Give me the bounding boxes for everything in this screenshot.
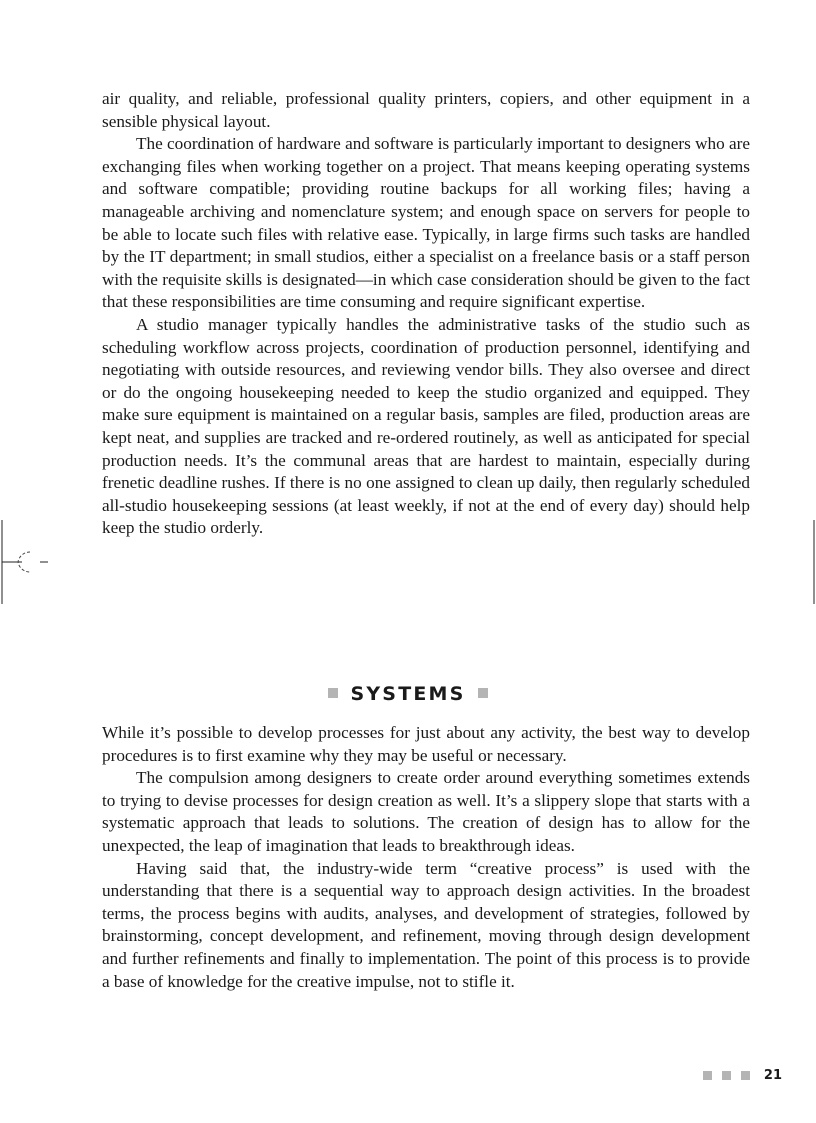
- square-bullet-icon: [741, 1071, 750, 1080]
- square-bullet-icon: [722, 1071, 731, 1080]
- body-text-bottom: [102, 722, 750, 993]
- paragraph: While it’s possible to develop processes for just about any activity, the best way to develop procedures is to first examine why they may be useful or necessary.: [102, 723, 750, 765]
- crop-mark-right: [812, 520, 816, 604]
- body-text-top: [102, 88, 750, 540]
- paragraph: The compulsion among designers to create order around everything sometimes extends to trying to devise processes for design creation as well. It’s a slippery slope that starts with a systematic approach that leads to solutions. The creation of design has to allow for the unexpected, the leap of imagination that leads to breakthrough ideas.: [102, 768, 750, 855]
- page-footer: [703, 1068, 782, 1083]
- section-heading: [0, 683, 816, 705]
- section-heading-label: SYSTEMS: [350, 683, 466, 705]
- paragraph: air quality, and reliable, professional quality printers, copiers, and other equipment in a sensible physical layout.: [102, 89, 750, 131]
- crop-mark: [0, 520, 60, 604]
- square-bullet-icon: [328, 688, 338, 698]
- square-bullet-icon: [703, 1071, 712, 1080]
- paragraph: A studio manager typically handles the administrative tasks of the studio such as scheduling workflow across projects, coordination of production personnel, identifying and negotiating with outside resources, and reviewing vendor bills. They also oversee and direct or do the ongoing housekeeping needed to keep the studio organized and equipped. They make sure equipment is maintained on a regular basis, samples are filed, production areas are kept neat, and supplies are tracked and re-ordered routinely, as well as anticipated for special production needs. It’s the communal areas that are hardest to maintain, especially during frenetic deadline rushes. If there is no one assigned to clean up daily, then regularly scheduled all-studio housekeeping sessions (at least weekly, if not at the end of every day) should help keep the studio orderly.: [102, 314, 750, 538]
- page-number: 21: [763, 1068, 782, 1083]
- square-bullet-icon: [478, 688, 488, 698]
- paragraph: The coordination of hardware and software is particularly important to designers who are exchanging files when working together on a project. That means keeping operating systems and software compatible; providing routine backups for all working files; having a manageable archiving and nomenclature system; and enough space on servers for people to be able to locate such files with relative ease. Typically, in large firms such tasks are handled by the IT department; in small studios, either a specialist on a freelance basis or a staff person with the requisite skills is designated—in which case consideration should be given to the fact that these responsibilities are time consuming and require significant expertise.: [102, 134, 750, 312]
- paragraph: Having said that, the industry-wide term “creative process” is used with the understanding that there is a sequential way to approach design activities. In the broadest terms, the process begins with audits, analyses, and development of strategies, followed by brainstorming, concept development, and refinement, moving through design development and further refinements and finally to implementation. The point of this process is to provide a base of knowledge for the creative impulse, not to stifle it.: [102, 858, 750, 991]
